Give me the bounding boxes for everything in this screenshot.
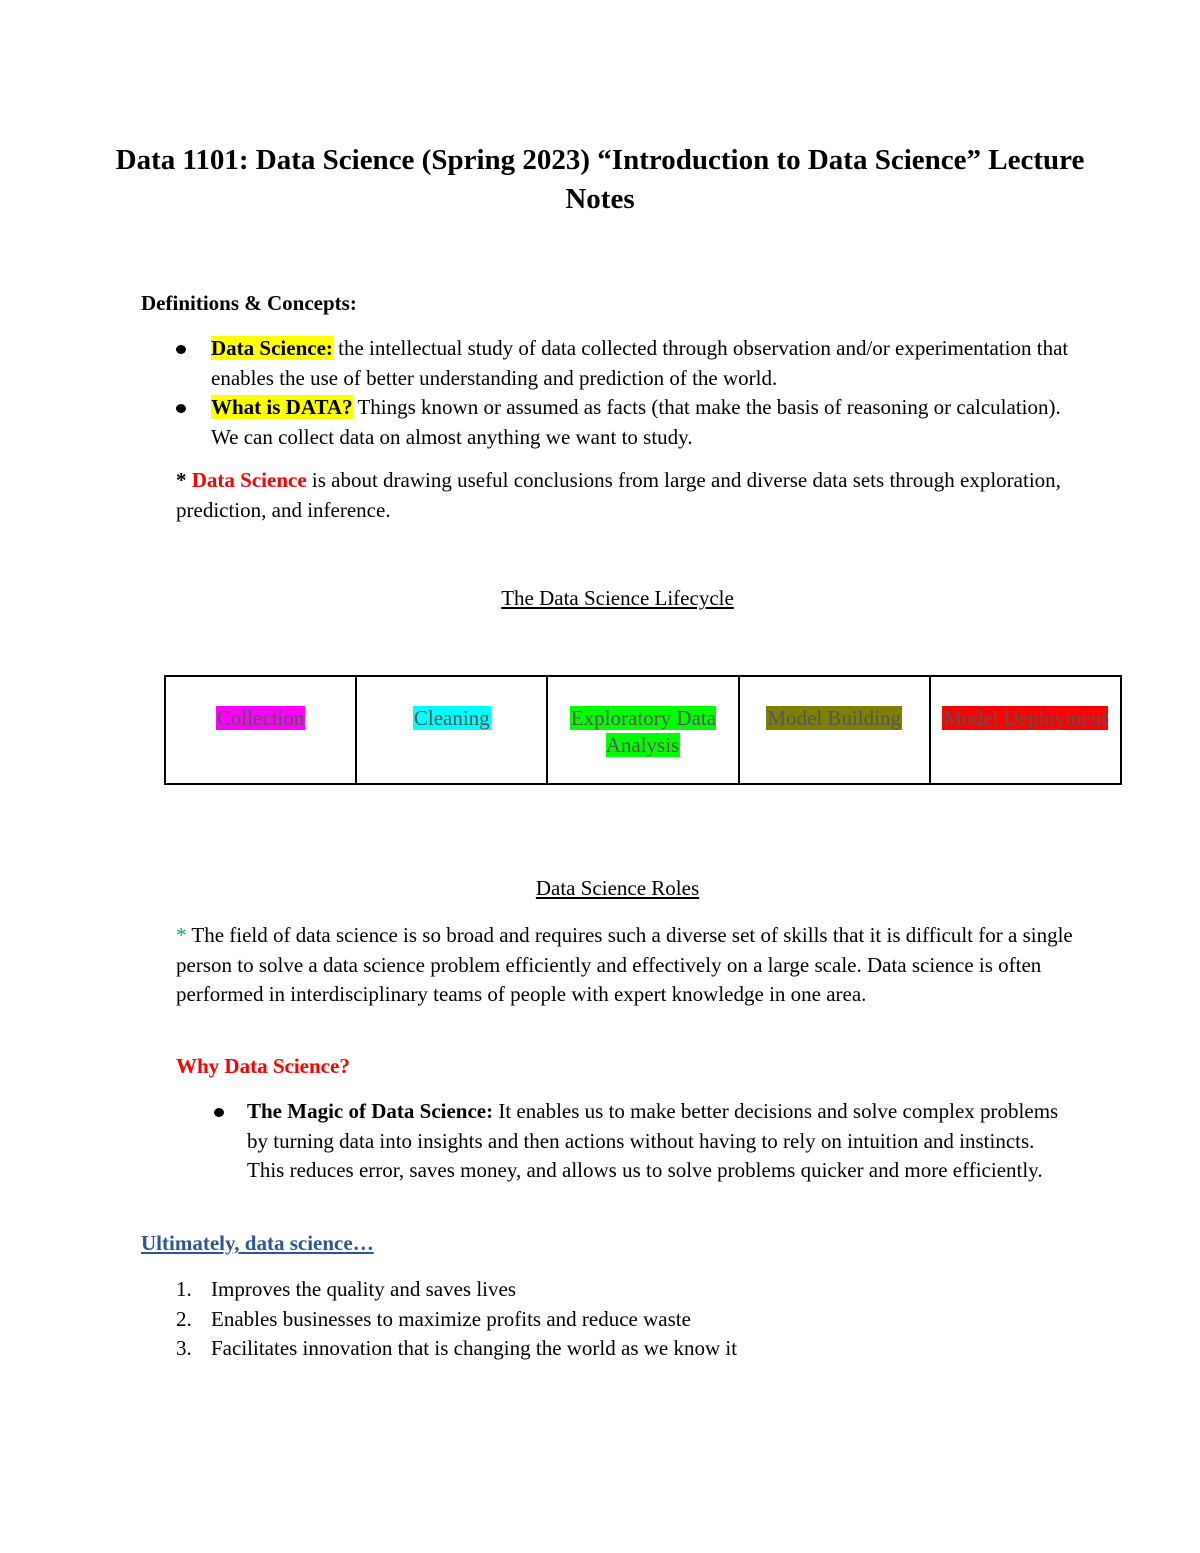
- definition-text: the intellectual study of data collected through observation and/or experimentation that enables the use of better understanding and prediction of the world.: [211, 336, 1069, 390]
- why-list: [176, 1097, 1076, 1186]
- roles-title: Data Science Roles: [535, 876, 700, 900]
- table-row: [165, 676, 1121, 784]
- stage-model-building: Model Building: [767, 706, 901, 730]
- list-text: Facilitates innovation that is changing the world as we know it: [211, 1336, 738, 1360]
- list-item: [141, 393, 1081, 452]
- term-highlight: What is DATA?: [211, 395, 353, 419]
- ultimately-heading: Ultimately, data science…: [141, 1231, 374, 1255]
- list-item: [141, 1334, 1081, 1364]
- roles-text: The field of data science is so broad and requires such a diverse set of skills that it is difficult for a single person to solve a data science problem efficiently and effectively on a large scale. Data science is often performed in interdisciplinary teams of people with expert knowledge in one area.: [176, 923, 1073, 1006]
- lifecycle-cell: [547, 676, 738, 784]
- list-item: [176, 1097, 1076, 1186]
- lifecycle-cell: [165, 676, 356, 784]
- ultimately-list: [141, 1275, 1081, 1364]
- note-text: is about drawing useful conclusions from large and diverse data sets through exploration, prediction, and inference.: [176, 468, 1061, 522]
- bullet-icon: [214, 1108, 224, 1117]
- bullet-icon: [176, 345, 186, 354]
- definitions-heading: Definitions & Concepts:: [141, 291, 357, 315]
- stage-collection: Collection: [216, 706, 305, 730]
- why-heading: Why Data Science?: [176, 1054, 350, 1078]
- stage-exploratory-data-analysis: Exploratory Data Analysis: [570, 706, 717, 757]
- lifecycle-cell: [356, 676, 547, 784]
- lifecycle-table: [164, 675, 1122, 785]
- lifecycle-title: The Data Science Lifecycle: [501, 586, 734, 610]
- data-science-note: [176, 466, 1076, 525]
- list-text: Enables businesses to maximize profits and reduce waste: [211, 1306, 691, 1331]
- list-number: 2.: [176, 1306, 192, 1331]
- list-number: 3.: [176, 1336, 192, 1360]
- bullet-icon: [176, 404, 186, 413]
- document-title: Data 1101: Data Science (Spring 2023) “Introduction to Data Science” Lecture Notes: [115, 144, 1085, 215]
- list-item: [141, 1305, 1081, 1335]
- roles-note: [176, 921, 1076, 1010]
- stage-cleaning: Cleaning: [413, 706, 490, 730]
- list-item: [141, 334, 1081, 393]
- note-term: Data Science: [191, 468, 307, 492]
- list-item: [141, 1275, 1081, 1305]
- term-highlight: Data Science:: [211, 336, 333, 360]
- note-star: *: [176, 923, 187, 947]
- definition-text: Things known or assumed as facts (that make the basis of reasoning or calculation). We can collect data on almost anything we want to study.: [211, 395, 1061, 449]
- lifecycle-cell: [739, 676, 930, 784]
- list-text: Improves the quality and saves lives: [211, 1277, 517, 1301]
- definitions-list: [141, 334, 1081, 452]
- magic-text: It enables us to make better decisions and solve complex problems by turning data into insights and then actions without having to rely on intuition and instincts. This reduces error, saves money, and allows us to solve problems quicker and more efficiently.: [247, 1099, 1059, 1182]
- stage-model-deployment: Model Deployment: [943, 706, 1108, 730]
- note-star: *: [176, 468, 187, 492]
- list-number: 1.: [176, 1277, 192, 1301]
- lifecycle-cell: [930, 676, 1121, 784]
- magic-term: The Magic of Data Science:: [247, 1099, 494, 1123]
